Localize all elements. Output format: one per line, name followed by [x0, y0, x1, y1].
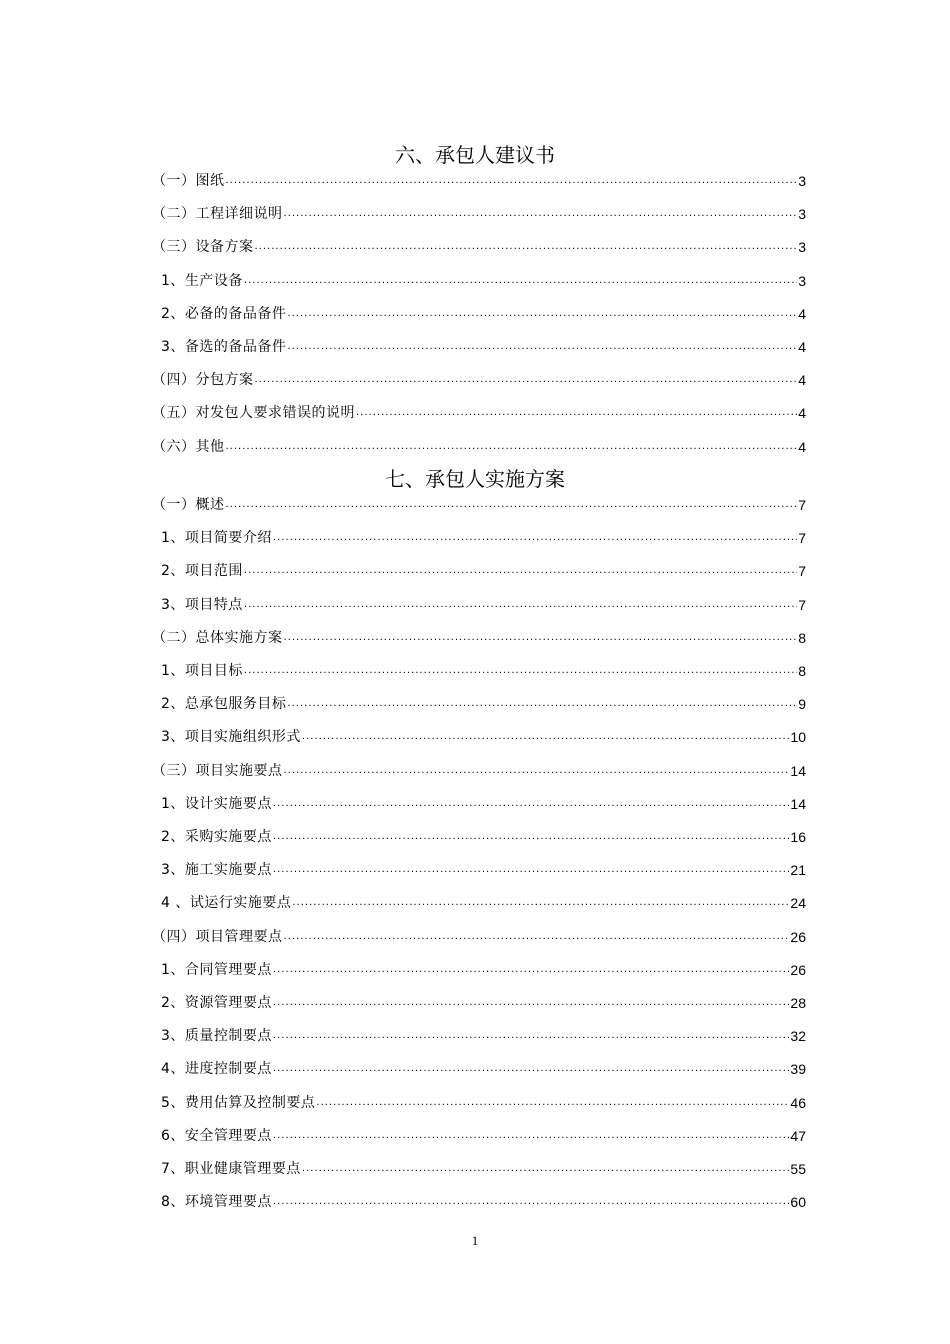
toc-dot-leader: [273, 961, 790, 979]
toc-entry-page: 7: [798, 596, 806, 613]
toc-entry[interactable]: [152, 166, 806, 190]
toc-entry-page: 3: [798, 239, 806, 256]
toc-dot-leader: [244, 596, 797, 614]
toc-entry-label: （二）总体实施方案: [152, 629, 283, 646]
toc-dot-leader: [255, 238, 798, 256]
toc-entry-label: （六）其他: [152, 438, 225, 455]
toc-entry-page: 3: [798, 173, 806, 189]
toc-dot-leader: [273, 1027, 790, 1045]
toc-entry[interactable]: [152, 199, 806, 223]
toc-entry-label: 5、费用估算及控制要点: [161, 1094, 316, 1111]
toc-entry-page: 10: [790, 729, 806, 746]
toc-entry[interactable]: [152, 398, 806, 422]
toc-dot-leader: [287, 305, 797, 323]
toc-entry[interactable]: [152, 955, 806, 979]
toc-dot-leader: [273, 1060, 790, 1078]
toc-entry-page: 60: [790, 1194, 806, 1211]
toc-entry-label: 1、生产设备: [161, 272, 243, 289]
toc-dot-leader: [273, 861, 790, 879]
toc-entry-label: 3、项目实施组织形式: [161, 729, 301, 746]
toc-dot-leader: [273, 1193, 790, 1211]
toc-entry-page: 14: [790, 762, 806, 779]
toc-entry[interactable]: [152, 490, 806, 514]
toc-entry-label: 3、施工实施要点: [161, 862, 272, 879]
toc-entry[interactable]: [152, 365, 806, 389]
toc-entry-page: 4: [798, 339, 806, 355]
toc-entry[interactable]: [152, 756, 806, 780]
toc-entry-page: 26: [790, 928, 806, 945]
toc-entry-label: （二）工程详细说明: [152, 206, 283, 223]
toc-entry[interactable]: [152, 332, 806, 356]
toc-entry-label: （五）对发包人要求错误的说明: [152, 405, 355, 422]
toc-entry-label: 8、环境管理要点: [161, 1194, 272, 1211]
toc-entry-label: 1、合同管理要点: [161, 961, 272, 978]
toc-dot-leader: [226, 172, 798, 190]
toc-dot-leader: [284, 762, 790, 780]
toc-entry-label: 6、安全管理要点: [161, 1127, 272, 1144]
toc-entry-label: （一）图纸: [152, 173, 225, 189]
toc-entry-page: 46: [790, 1094, 806, 1111]
toc-entry-page: 39: [790, 1061, 806, 1078]
page-number: 1: [471, 1233, 479, 1248]
toc-entry[interactable]: [152, 888, 806, 912]
toc-entry[interactable]: [152, 299, 806, 323]
toc-entry-page: 24: [790, 895, 806, 912]
toc-entry-page: 26: [790, 961, 806, 978]
toc-entry-label: 3、质量控制要点: [161, 1028, 272, 1045]
toc-entry-page: 4: [798, 305, 806, 322]
toc-entry-label: （三）项目实施要点: [152, 762, 283, 779]
toc-entry[interactable]: [152, 1121, 806, 1145]
toc-dot-leader: [244, 562, 797, 580]
toc-entry[interactable]: [152, 1088, 806, 1112]
toc-dot-leader: [356, 404, 797, 422]
toc-entry[interactable]: [152, 1021, 806, 1045]
toc-entry-label: （四）分包方案: [152, 372, 254, 389]
toc-entry-label: 2、必备的备品备件: [161, 305, 287, 322]
toc-entry-page: 4: [798, 405, 806, 422]
toc-entry-label: 2、资源管理要点: [161, 995, 272, 1011]
toc-dot-leader: [226, 438, 798, 456]
toc-dot-leader: [273, 529, 797, 547]
toc-entry-label: 2、总承包服务目标: [161, 696, 287, 713]
section-title-implementation: 七、承包人实施方案: [385, 467, 565, 491]
toc-dot-leader: [273, 795, 790, 813]
toc-dot-leader: [302, 728, 790, 746]
toc-entry-page: 28: [790, 995, 806, 1011]
toc-entry-label: 2、项目范围: [161, 563, 243, 580]
toc-entry-page: 4: [798, 372, 806, 389]
toc-entry-page: 4: [798, 438, 806, 455]
toc-entry-page: 32: [790, 1028, 806, 1045]
toc-entry-page: 55: [790, 1161, 806, 1177]
toc-entry-page: 3: [798, 272, 806, 289]
toc-entry[interactable]: [152, 523, 806, 547]
toc-entry[interactable]: [152, 822, 806, 846]
toc-entry-label: 1、项目目标: [161, 663, 243, 679]
toc-entry[interactable]: [152, 855, 806, 879]
toc-entry-page: 47: [790, 1127, 806, 1144]
toc-entry-label: 3、备选的备品备件: [161, 339, 287, 355]
toc-dot-leader: [226, 496, 798, 514]
toc-entry-page: 14: [790, 795, 806, 812]
toc-entry[interactable]: [152, 1154, 806, 1178]
toc-dot-leader: [284, 928, 790, 946]
toc-entry[interactable]: [152, 556, 806, 580]
toc-dot-leader: [302, 1160, 790, 1178]
toc-entry-page: 8: [798, 663, 806, 679]
toc-dot-leader: [244, 272, 797, 290]
toc-entry-label: 1、设计实施要点: [161, 795, 272, 812]
toc-dot-leader: [273, 994, 790, 1012]
toc-entry[interactable]: [152, 789, 806, 813]
toc-entry-page: 8: [798, 629, 806, 646]
toc-entry[interactable]: [152, 1187, 806, 1211]
toc-entry[interactable]: [152, 922, 806, 946]
toc-entry-page: 3: [798, 206, 806, 223]
toc-entry[interactable]: [152, 432, 806, 456]
toc-entry[interactable]: [152, 590, 806, 614]
toc-entry[interactable]: [152, 722, 806, 746]
toc-entry-label: 4 、试运行实施要点: [161, 895, 292, 912]
toc-dot-leader: [255, 371, 798, 389]
toc-dot-leader: [292, 894, 789, 912]
toc-entry[interactable]: [152, 1054, 806, 1078]
toc-entry[interactable]: [152, 232, 806, 256]
toc-entry-page: 7: [798, 497, 806, 513]
toc-dot-leader: [273, 828, 790, 846]
toc-entry-page: 21: [790, 862, 806, 879]
toc-entry[interactable]: [152, 656, 806, 680]
toc-entry-label: （一）概述: [152, 497, 225, 513]
toc-dot-leader: [287, 695, 797, 713]
toc-entry-label: 2、采购实施要点: [161, 829, 272, 845]
toc-dot-leader: [284, 629, 798, 647]
toc-entry-label: 4、进度控制要点: [161, 1061, 272, 1078]
toc-entry[interactable]: [152, 266, 806, 290]
toc-entry-label: 3、项目特点: [161, 596, 243, 613]
toc-entry[interactable]: [152, 623, 806, 647]
toc-entry-label: （四）项目管理要点: [152, 928, 283, 945]
toc-entry-label: 1、项目简要介绍: [161, 530, 272, 547]
toc-entry-page: 9: [798, 696, 806, 713]
toc-entry-label: （三）设备方案: [152, 239, 254, 256]
toc-dot-leader: [316, 1094, 789, 1112]
toc-entry-page: 7: [798, 530, 806, 547]
toc-dot-leader: [273, 1127, 790, 1145]
toc-entry[interactable]: [152, 988, 806, 1012]
toc-dot-leader: [244, 662, 797, 680]
toc-entry-page: 16: [790, 829, 806, 845]
toc-entry-label: 7、职业健康管理要点: [161, 1161, 301, 1177]
toc-dot-leader: [287, 338, 797, 356]
toc-entry-page: 7: [798, 563, 806, 580]
section-title-proposal: 六、承包人建议书: [395, 143, 555, 167]
toc-dot-leader: [284, 205, 798, 223]
toc-entry[interactable]: [152, 689, 806, 713]
